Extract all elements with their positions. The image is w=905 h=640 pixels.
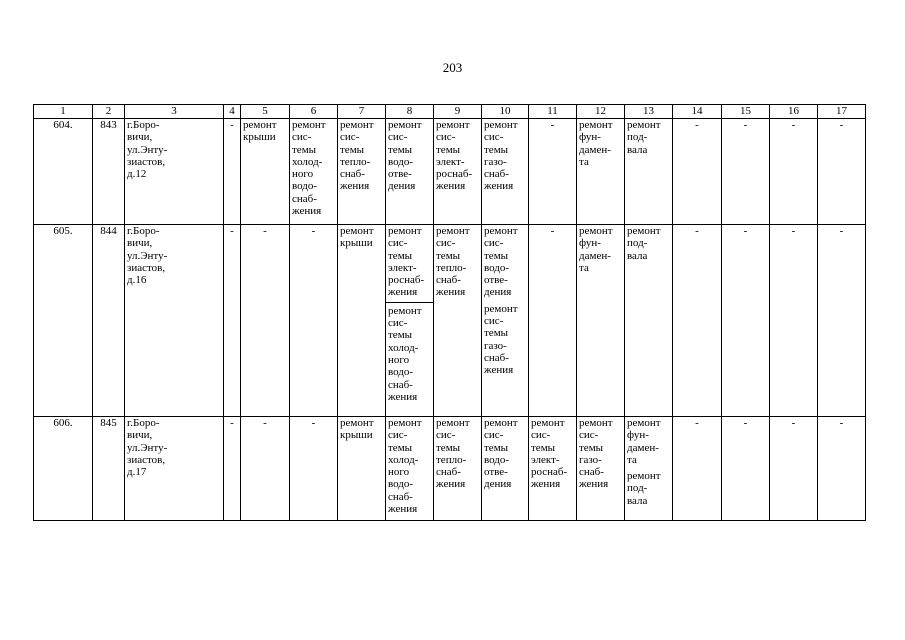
table-cell: - (673, 119, 722, 225)
column-header: 4 (224, 105, 241, 119)
column-header: 14 (673, 105, 722, 119)
table-cell: - (818, 225, 866, 417)
work-item: ремонт сис- темы тепло- снаб- жения (436, 417, 470, 491)
repair-schedule-table (33, 104, 866, 521)
table-cell: - (224, 225, 241, 417)
column-header: 13 (625, 105, 673, 119)
table-row (34, 225, 866, 417)
table-cell (290, 119, 338, 225)
table-cell: - (722, 417, 770, 521)
address-text: г.Боро- вичи, ул.Энту- зиастов, д.12 (127, 119, 168, 181)
work-item: ремонт сис- темы газо- снаб- жения (484, 302, 518, 377)
table-cell: - (241, 417, 290, 521)
table-cell: - (770, 225, 818, 417)
column-header: 11 (529, 105, 577, 119)
table-cell (482, 225, 529, 417)
address-text: г.Боро- вичи, ул.Энту- зиастов, д.16 (127, 225, 168, 287)
table-cell (482, 119, 529, 225)
table-row (34, 417, 866, 521)
table-cell: - (529, 119, 577, 225)
work-item: ремонт сис- темы тепло- снаб- жения (340, 119, 374, 193)
column-header: 7 (338, 105, 386, 119)
table-cell (482, 417, 529, 521)
work-item: ремонт сис- темы тепло- снаб- жения (436, 225, 470, 299)
table-cell: - (224, 417, 241, 521)
work-item: ремонт сис- темы элект- роснаб- жения (436, 119, 473, 193)
column-header: 16 (770, 105, 818, 119)
work-item: ремонт сис- темы газо- снаб- жения (484, 119, 518, 193)
work-item: ремонт сис- темы водо- отве- дения (484, 417, 518, 491)
table-cell: - (673, 417, 722, 521)
work-item: ремонт под- вала (627, 470, 661, 507)
work-item: ремонт сис- темы водо- отве- дения (388, 119, 422, 193)
column-header: 3 (125, 105, 224, 119)
table-cell (434, 225, 482, 417)
column-header: 2 (93, 105, 125, 119)
building-code: 844 (93, 225, 125, 417)
address-cell (125, 119, 224, 225)
work-item: ремонт крыши (340, 225, 374, 250)
table-cell: - (722, 119, 770, 225)
table-cell: - (290, 417, 338, 521)
table-cell: - (818, 119, 866, 225)
table-cell (338, 225, 386, 417)
table-row (34, 119, 866, 225)
table-cell (577, 225, 625, 417)
work-item: ремонт под- вала (627, 119, 661, 156)
table-cell (577, 417, 625, 521)
table-header (34, 105, 866, 119)
column-header: 10 (482, 105, 529, 119)
row-number: 606. (34, 417, 93, 521)
column-header: 9 (434, 105, 482, 119)
table-cell: - (290, 225, 338, 417)
work-item: ремонт крыши (340, 417, 374, 442)
table-cell (386, 417, 434, 521)
table-cell (529, 417, 577, 521)
row-number: 605. (34, 225, 93, 417)
address-text: г.Боро- вичи, ул.Энту- зиастов, д.17 (127, 417, 168, 479)
table-cell: - (529, 225, 577, 417)
table-cell (338, 119, 386, 225)
table-cell (434, 417, 482, 521)
work-item: ремонт сис- темы газо- снаб- жения (579, 417, 613, 491)
table-cell (434, 119, 482, 225)
table-cell (386, 119, 434, 225)
column-header: 12 (577, 105, 625, 119)
table-cell (625, 417, 673, 521)
table-cell: - (770, 119, 818, 225)
work-item: ремонт крыши (243, 119, 277, 144)
column-header: 17 (818, 105, 866, 119)
table-cell: - (818, 417, 866, 521)
table-cell: - (673, 225, 722, 417)
work-item: ремонт фун- дамен- та (627, 417, 661, 466)
table-cell: - (224, 119, 241, 225)
address-cell (125, 417, 224, 521)
column-header: 6 (290, 105, 338, 119)
table-cell (577, 119, 625, 225)
row-number: 604. (34, 119, 93, 225)
table-cell: - (241, 225, 290, 417)
page-number: 203 (442, 60, 463, 75)
building-code: 845 (93, 417, 125, 521)
column-header: 8 (386, 105, 434, 119)
table-cell (338, 417, 386, 521)
work-item: ремонт сис- темы элект- роснаб- жения (531, 417, 568, 491)
work-item: ремонт сис- темы холод- ного водо- снаб- жения (388, 417, 422, 516)
work-item: ремонт под- вала (627, 225, 661, 262)
work-item: ремонт сис- темы элект- роснаб- жения (388, 225, 425, 299)
table-cell (386, 225, 434, 417)
table-cell: - (770, 417, 818, 521)
table-cell (625, 119, 673, 225)
work-item: ремонт сис- темы холод- ного водо- снаб- жения (292, 119, 326, 218)
work-item: ремонт фун- дамен- та (579, 225, 613, 274)
column-header: 5 (241, 105, 290, 119)
work-item: ремонт сис- темы холод- ного водо- снаб- жения (386, 302, 433, 403)
table-cell (625, 225, 673, 417)
column-header: 1 (34, 105, 93, 119)
address-cell (125, 225, 224, 417)
table-cell (241, 119, 290, 225)
table-cell: - (722, 225, 770, 417)
work-item: ремонт фун- дамен- та (579, 119, 613, 168)
column-header: 15 (722, 105, 770, 119)
work-item: ремонт сис- темы водо- отве- дения (484, 225, 518, 299)
building-code: 843 (93, 119, 125, 225)
